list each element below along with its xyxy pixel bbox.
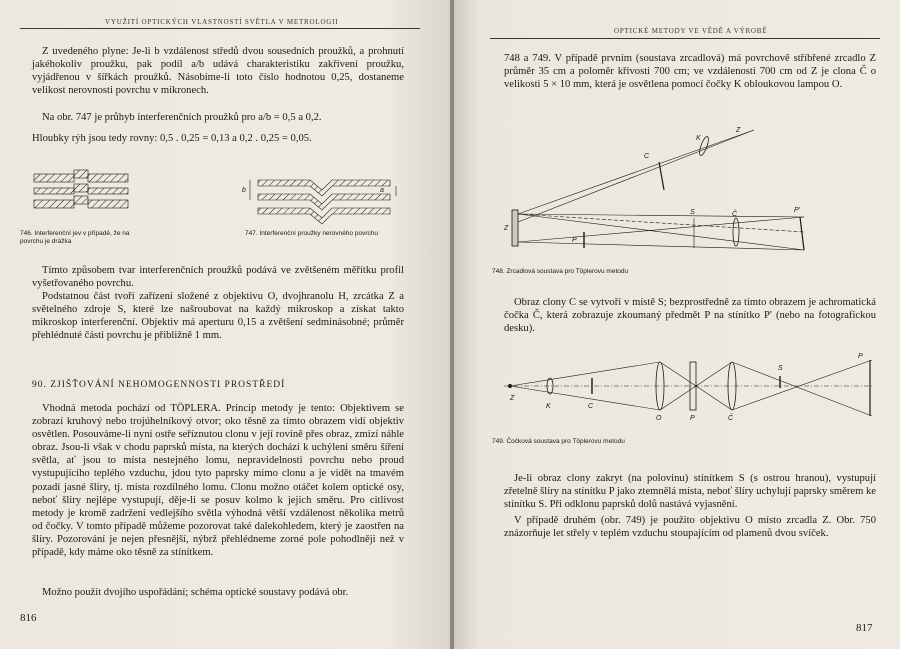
- fig749-label-z: Z: [510, 395, 515, 402]
- fig748-label-p: P: [572, 237, 577, 244]
- intro-paragraph: Z uvedeného plyne: Je-li b vzdálenost středů dvou sousedních proužků, a prohnutí jakéhokoliv proužku, pak podíl a/b udává charakteristiku zakřivení proužku, vyjádřenou v šířkách proužků. Násobíme-li toto číslo hodnotou 0,25, dostaneme velikost nerovnosti povrchu v mikronech.: [32, 46, 404, 97]
- fig749-label-p-screen: P: [858, 353, 863, 360]
- fig748-label-p-prime: P': [794, 207, 801, 214]
- fig749-label-s: S: [778, 365, 783, 372]
- header-rule-right: [490, 38, 880, 39]
- page-number-left: 816: [20, 612, 37, 624]
- fig748-label-z: Z: [504, 225, 509, 232]
- fig749-label-c-hacek: Č: [728, 415, 734, 422]
- fig749-label-k: K: [546, 403, 551, 410]
- fig748-label-k: K: [696, 135, 701, 142]
- section-heading: 90. ZJIŠŤOVÁNÍ NEHOMOGENNOSTI PROSTŘEDÍ: [32, 380, 286, 390]
- paragraph-3-left: Podstatnou část tvoří zařízení složené z objektivu O, dvojhranolu H, zrcátka Z a světelného zdroje S, které lze našroubovat na každý mikroskop a získat takto mikroskop interferenční. Objektiv má aperturu 0,15 a zvětšení sedminásobné; průměr přehlédnuté části povrchu je přibližně 1 mm.: [32, 291, 404, 342]
- fig749-label-p: P: [690, 415, 695, 422]
- paragraph-4-left: Vhodná metoda pochází od TÖPLERA. Princip metody je tento: Objektivem se zobrazí kruhový nebo trojúhelníkový otvor; oko těsně za tímto obrazem vidí objektiv osvětlen. Posouváme-li nyní ostře seříznutou clonu v její rovině přes obraz, zmizí náhle obraz. Jsou-li však v chodu paprsků místa, na kterých dochází k uchýlení směru šíření světla, ať jsou to místa nestejného lomu, nepravidelnosti povrchu nebo proud vystupujícího teplého vzduchu, jdou tyto paprsky mimo clonu a je vidět na tmavém pozadí jasné šlíry, tj. místa rozdílného lomu. Clonu možno otáčet kolem optické osy, neboť šlíry nejlépe vystupují, děje-li se posuv kolmo k jejich směru. Pro citlivost metody je kromě zadržení vedlejšího světla výhodná větší vzdálenost několika metrů od čočky. V tomto případě můžeme pozorovat také dalekohledem, který je zaostřen na šlíry. Pozorování je nejen přesnější, nýbrž přehlédneme zorné pole pohodlněji než v případě, kdy máme oko těsně za stínítkem.: [32, 403, 404, 559]
- figure-749: [500, 353, 880, 426]
- paragraph-5-left: Možno použít dvojího uspořádání; schéma optické soustavy podává obr.: [42, 587, 349, 598]
- paragraph-4-right: V případě druhém (obr. 749) je použito objektivu O místo zrcadla Z. Obr. 750 znázorňuje let střely v teplém vzduchu stoupajícím od plamenů dvou svíček.: [504, 515, 876, 540]
- fig748-label-c: C: [644, 153, 650, 160]
- formula-line: Na obr. 747 je průhyb interferenčních proužků pro a/b = 0,5 a 0,2.: [42, 112, 322, 123]
- paragraph-3-right: Je-li obraz clony zakryt (na polovinu) stínítkem S (s ostrou hranou), vystupují zřetelně šlíry na stínítku P jako ztemnělá místa, neboť šlíry uchylují paprsky směrem ke stínítku S. Při odklonu paprsků dolů nastává vyjasnění.: [504, 473, 876, 511]
- figure-747-caption: 747. Interferenční proužky nerovného povrchu: [245, 230, 378, 237]
- paragraph-1-right: 748 a 749. V případě prvním (soustava zrcadlová) má povrchově stříbřené zrcadlo Z průměr 35 cm a poloměr křivosti 700 cm; ve vzdálenosti 700 cm od Z je clona Č o velikosti 5 × 10 mm, která je osvětlena pomocí čočky K obloukovou lampou O.: [504, 53, 876, 91]
- running-head-right: OPTICKÉ METODY VE VĚDĚ A VÝROBĚ: [614, 27, 768, 35]
- figure-746: [32, 168, 132, 228]
- fig747-label-a: a: [380, 187, 384, 194]
- running-head-left: VYUŽITÍ OPTICKÝCH VLASTNOSTÍ SVĚTLA V METROLOGII: [105, 18, 339, 26]
- paragraph-2-left: Tímto způsobem tvar interferenčních proužků podává ve zvětšeném měřítku profil vyšetřovaného povrchu.: [32, 265, 404, 290]
- depth-line: Hloubky rýh jsou tedy rovny: 0,5 . 0,25 = 0,13 a 0,2 . 0,25 = 0,05.: [32, 133, 312, 144]
- figure-748-caption: 748. Zrcadlová soustava pro Töplerovu metodu: [492, 268, 629, 275]
- figure-748: [504, 122, 814, 262]
- header-rule: [20, 28, 420, 29]
- page-number-right: 817: [856, 622, 873, 634]
- figure-746-caption: 746. Interferenční jev v případě, že na povrchu je drážka: [20, 230, 130, 245]
- right-page: [454, 0, 900, 649]
- figure-747: [240, 172, 400, 232]
- fig748-label-c-hacek: Č: [732, 211, 738, 218]
- fig749-label-o: O: [656, 415, 662, 422]
- paragraph-2-right: Obraz clony C se vytvoří v místě S; bezprostředně za tímto obrazem je achromatická čočka Č, která zobrazuje zkoumaný předmět P na stínítko P' (nebo na fotografickou desku).: [504, 297, 876, 335]
- figure-749-caption: 749. Čočková soustava pro Töplerovu metodu: [492, 438, 625, 445]
- fig749-label-c: C: [588, 403, 594, 410]
- fig748-label-z-top: Z: [736, 127, 741, 134]
- fig748-label-s: S: [690, 209, 695, 216]
- fig747-label-b: b: [242, 187, 246, 194]
